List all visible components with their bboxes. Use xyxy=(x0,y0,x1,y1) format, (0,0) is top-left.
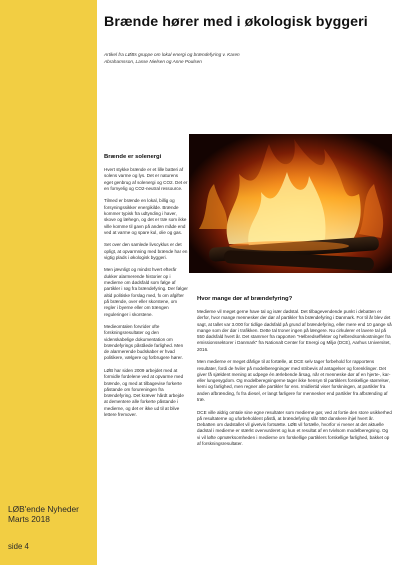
sidebar-band xyxy=(0,0,97,565)
newsletter-title xyxy=(8,505,94,524)
newsletter-name: LØB'ende Nyheder xyxy=(8,504,79,514)
left-column xyxy=(104,154,188,425)
article-byline: Artikel fra LØBs gruppe om lokal energi og brændefyring v. Karen Abrahamsson, Lasse Nielsen og Anne Poulsen xyxy=(104,52,240,64)
right-column xyxy=(197,296,392,454)
fire-image xyxy=(189,134,392,273)
subhead-how-many-die: Hvor mange dør af brændefyring? xyxy=(197,296,293,302)
paragraph: DCE ville aldrig omtale sine egne resultater som medierne gør, ved at fortie den store usikkerhed på resultaterne og uforbeholdent påstå, at brændefyring slår 550 danskere ihjel hvert år. Debatten om dødstallet vil givetvis fortsætte. LØB vil fortælle, hvorfor vi mener at det aktuelle dødstal i medierne er stærkt overvurderet og kun et resultat af en tvivlsom modelberegning. Og vi vil løfte opmærksomheden i medierne om forskellige partiklers forskellige farlighed, bakket op af forskningsresultater. xyxy=(197,409,392,447)
paragraph: Hvert stykke brænde er et lille batteri af solens varme og lys. Det er naturens eget genbrug af solenergi og CO2. Det er en fornyelig og CO2-neutral ressource. xyxy=(104,167,188,191)
paragraph: Tilmed er brænde en lokal, billig og forsyningssikker energikilde. Brænde kommer typisk fra udtynding i haver, skove og læhegn, og det er træ som ikke ville komme til gavn på anden måde end ved at varme og spare kul, olie og gas. xyxy=(104,198,187,235)
page-number: side 4 xyxy=(8,542,29,551)
fireplace-photo xyxy=(189,134,392,273)
subhead-solar-energy: Brænde er solenergi xyxy=(104,154,162,160)
paragraph: Medieomtalen forvrider ofte forskningsresultater og den videnskabelige dokumentation om brændefyrings påståede farlighed. Men de alarmerende budskaber er hvad politikere, vælgere og forbrugere hører. xyxy=(104,323,184,361)
paragraph: Men medierne er meget dårlige til at fortælle, at DCE selv tager forbehold for rapportens resultater, fordi de hviler på modelberegninger med stribevis af antagelser og forenklinger. Det giver få sjældent mening at udpege én ærlebende årsag, når et menneske dør af en hjerte-, kar- eller lungesygdom. Og modelberegningerne tager ikke hensyn til partiklers forskellige størrelser, kemi og farlighed, men regner alle partikler for ens. Imidlertid viser forskningen, at partikler fra anden afbrænding, fx fra diesel, er langt farligere for mennesker end partikler fra afbrænding af træ. xyxy=(197,359,391,403)
paragraph: Medierne vil meget gerne have tal og især dødstal. Det tilbagevendende punkt i debatten er derfor, hvor mange mennesker der dør af partikler fra brændefyring i Danmark. For til år blev det sagt, at tallet var 3.000 for tidlige dødsfald på grund af brændefyring, eller mere end 10 gange så mange som der dør i trafikken. Dette tal troner ingen på længere. Nu cirkulerer et lavere tal på 550 dødsfald hvert år. Det stammer fra rapporten "Helbredseffekter og helbredsomkostninger fra emissionssektorer i Danmark" fra Nationalt Center for Energi og Miljø (DCE), Aarhus Universitet, 2016. xyxy=(197,309,392,352)
paragraph: LØB har siden 2009 arbejdet med at formidle fordelene ved at opvarme med brænde, og med at tilbagevise forkerte påstande om forureningen fra brændefyring. Det kræver hårdt arbejde at dementere alle forkerte påstande i medierne, og det er ikke ud til at blive lettere fremover. xyxy=(104,367,184,418)
article-title: Brænde hører med i økologisk byggeri xyxy=(104,14,368,30)
newsletter-issue: Marts 2018 xyxy=(8,513,50,524)
paragraph: Men jævnligt og mindst hvert efterår dukker alarmerende historier op i medierne om dødsfald som følge af partikler i røg fra brændefyring. Der følger altid politiske forslag med, fx om afgifter på brænde, over eller skorstene, om regler i byerne eller om trængen reguleringer i skorstene. xyxy=(104,267,188,317)
paragraph: Set over den samlede livscyklus er det opligt, at opvarmning med brænde har en vigtig plads i økologisk byggeri. xyxy=(104,242,188,260)
